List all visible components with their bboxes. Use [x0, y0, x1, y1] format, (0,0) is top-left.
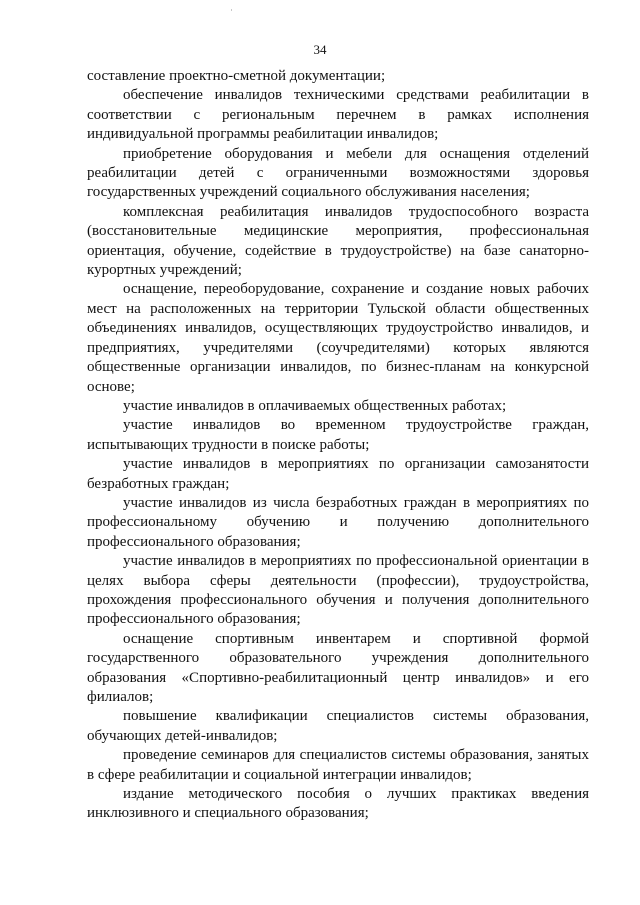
list-item: участие инвалидов из числа безработных граждан в мероприятиях по профессиональному обучению и получению дополнительного профессионального образования;: [87, 494, 589, 550]
list-item: проведение семинаров для специалистов системы образования, занятых в сфере реабилитации и социальной интеграции инвалидов;: [87, 747, 589, 783]
list-item: оснащение спортивным инвентарем и спортивной формой государственного образовательного учреждения дополнительного образования «Спортивно-реабилитационный центр инвалидов» и его филиалов;: [87, 630, 589, 705]
list-item: обеспечение инвалидов техническими средствами реабилитации в соответствии с региональным перечнем в рамках исполнения индивидуальной программы реабилитации инвалидов;: [87, 87, 589, 143]
list-item: комплексная реабилитация инвалидов трудоспособного возраста (восстановительные медицинские мероприятия, профессиональная ориентация, обучение, содействие в трудоустройстве) на базе санаторно-курортных учреждений;: [87, 203, 589, 279]
list-item: составление проектно-сметной документации;: [87, 68, 386, 84]
document-body: [87, 67, 589, 824]
list-item: повышение квалификации специалистов системы образования, обучающих детей-инвалидов;: [87, 708, 589, 744]
list-item: издание методического пособия о лучших практиках введения инклюзивного и специального образования;: [87, 786, 589, 822]
page-number: 34: [313, 42, 327, 57]
list-item: участие инвалидов в мероприятиях по организации самозанятости безработных граждан;: [87, 456, 589, 492]
list-item: участие инвалидов в мероприятиях по профессиональной ориентации в целях выбора сферы деятельности (профессии), трудоустройства, прохождения профессионального обучения и получения дополнительного профессионального образования;: [87, 553, 589, 628]
list-item: участие инвалидов в оплачиваемых общественных работах;: [123, 397, 507, 414]
list-item: приобретение оборудования и мебели для оснащения отделений реабилитации детей с ограниченными возможностями здоровья государственных учреждений социального обслуживания населения;: [87, 145, 589, 201]
scan-artifact: [231, 9, 232, 11]
list-item: оснащение, переоборудование, сохранение и создание новых рабочих мест на расположенных на территории Тульской области общественных объединениях инвалидов, осуществляющих трудоустройство инвалидов, и предприятиях, учредителями (соучредителями) которых являются общественные организации инвалидов, по бизнес-планам на конкурсной основе;: [87, 281, 589, 395]
list-item: участие инвалидов во временном трудоустройстве граждан, испытывающих трудности в поиске работы;: [87, 417, 589, 453]
